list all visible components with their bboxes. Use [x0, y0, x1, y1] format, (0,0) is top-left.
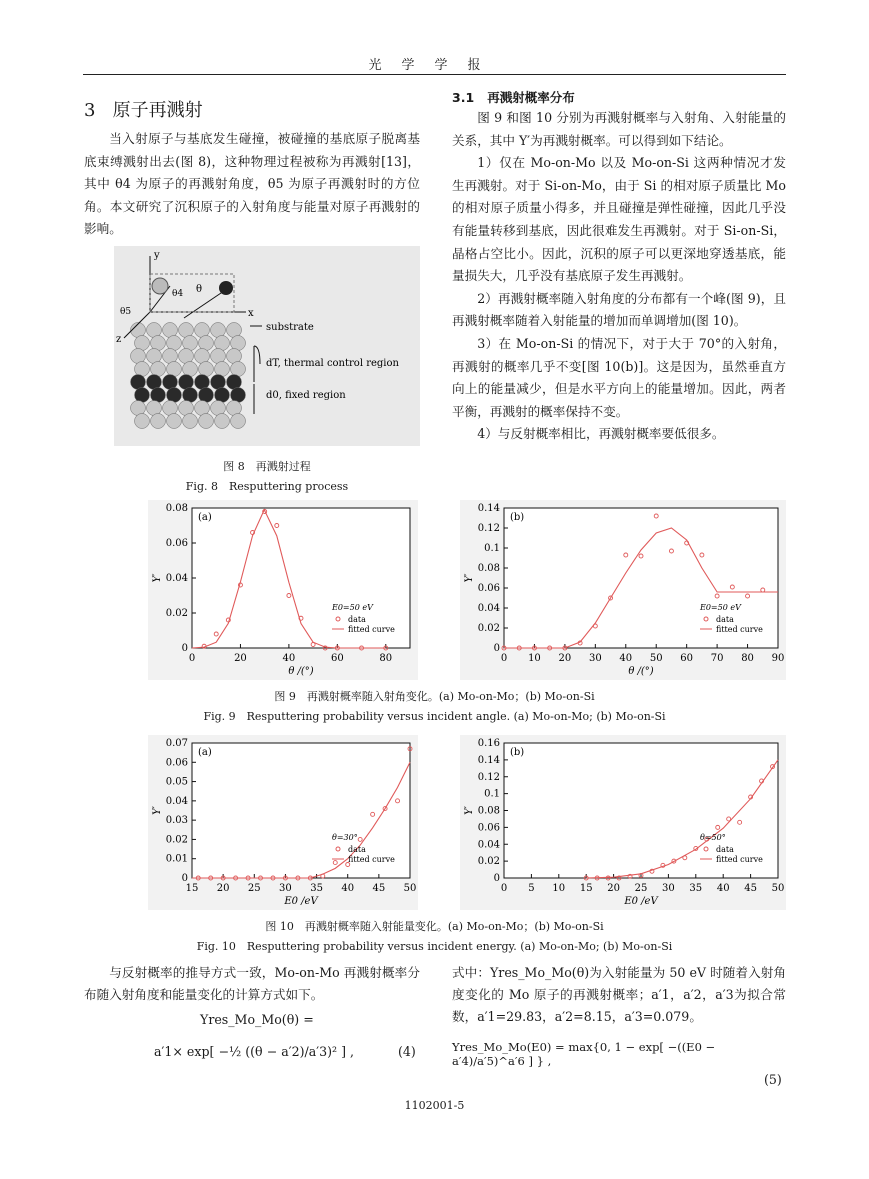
y-tick-label: 0.02: [477, 856, 500, 868]
lattice-atom: [131, 349, 146, 364]
legend-data-label: data: [716, 615, 734, 624]
legend-data-label: data: [716, 845, 734, 854]
lattice-atom: [179, 323, 194, 338]
panel-label: (a): [198, 512, 212, 523]
y-tick-label: 0.04: [165, 795, 188, 807]
fig9a-panel: [148, 500, 418, 680]
legend-fit-label: fitted curve: [348, 855, 395, 864]
lattice-atom: [131, 323, 146, 338]
lattice-atom: [183, 336, 198, 351]
y-tick-label: 0: [493, 873, 500, 884]
right-paragraph-5: 4）与反射概率相比，再溅射概率要低很多。: [477, 426, 725, 442]
x-tick-label: 30: [279, 883, 292, 894]
lattice-atom: [183, 362, 198, 377]
eq4-number: (4): [398, 1044, 416, 1059]
lattice-atom: [183, 414, 198, 429]
x-tick-label: 80: [379, 653, 393, 664]
y-tick-label: 0.12: [477, 771, 500, 783]
subsection-number: 3.1: [452, 90, 475, 105]
x-tick-label: 30: [662, 883, 675, 894]
substrate-label: substrate: [266, 322, 314, 333]
x-tick-label: 80: [741, 653, 754, 664]
y-tick-label: 0.06: [477, 583, 500, 594]
lattice-atom: [131, 375, 146, 390]
x-tick-label: 30: [588, 653, 602, 664]
x-tick-label: 20: [234, 653, 247, 664]
lattice-atom: [147, 401, 162, 416]
incident-atom: [219, 281, 233, 295]
x-tick-label: 60: [330, 653, 344, 664]
y-tick-label: 0.06: [477, 822, 500, 834]
x-axis-label: θ /(°): [628, 666, 654, 677]
lattice-atom: [215, 388, 230, 403]
lattice-atom: [199, 388, 214, 403]
y-tick-label: 0.06: [165, 757, 188, 769]
y-tick-label: 0.06: [165, 538, 188, 549]
right-paragraph-1: 图 9 和图 10 分别为再溅射概率与入射角、入射能量的关系，其中 Y′为再溅射概率。可以得到如下结论。: [452, 110, 786, 148]
y-tick-label: 0: [181, 643, 188, 654]
y-tick-label: 0.1: [484, 788, 500, 800]
lattice-atom: [231, 414, 246, 429]
section-number: 3: [84, 100, 96, 121]
x-tick-label: 20: [216, 883, 230, 894]
right-column-text: [452, 107, 786, 446]
fig9a-chart: [148, 500, 418, 680]
panel-label: (a): [198, 747, 212, 758]
lattice-atom: [151, 388, 166, 403]
lattice-atom: [231, 362, 246, 377]
lattice-atom: [179, 375, 194, 390]
atom-lattice: [131, 323, 246, 429]
lattice-atom: [211, 349, 226, 364]
lattice-atom: [215, 336, 230, 351]
theta-label: θ: [196, 284, 203, 295]
lattice-atom: [211, 375, 226, 390]
x-tick-label: 40: [716, 883, 730, 894]
x-tick-label: 40: [282, 653, 296, 664]
x-tick-label: 15: [185, 883, 199, 894]
lattice-atom: [147, 349, 162, 364]
x-tick-label: 35: [689, 883, 703, 894]
lattice-atom: [135, 414, 150, 429]
x-tick-label: 40: [341, 883, 355, 894]
lattice-atom: [167, 388, 182, 403]
y-tick-label: 0.08: [165, 503, 188, 514]
eq4-lhs: Yres_Mo_Mo(θ) =: [200, 1012, 314, 1027]
legend-data-label: data: [348, 845, 366, 854]
lattice-atom: [183, 388, 198, 403]
y-label: y: [154, 250, 160, 261]
x-tick-label: 60: [680, 653, 694, 664]
y-tick-label: 0.04: [165, 573, 188, 584]
lattice-atom: [231, 336, 246, 351]
y-tick-label: 0.14: [477, 503, 500, 514]
right-paragraph-3: 2）再溅射概率随入射角度的分布都有一个峰(图 9)，且再溅射概率随着入射能量的增加而单调增加(图 10)。: [452, 290, 786, 329]
lattice-atom: [195, 349, 210, 364]
fig8-caption-cn: 图 8 再溅射过程: [223, 460, 311, 473]
resputtered-atom: [152, 278, 168, 294]
bottom-left-paragraph: 与反射概率的推导方式一致，Mo-on-Mo 再溅射概率分布随入射角度和能量变化的计算方式如下。: [84, 965, 420, 1002]
x-tick-label: 10: [528, 653, 541, 664]
y-tick-label: 0.02: [477, 623, 500, 634]
legend-fit-label: fitted curve: [348, 625, 395, 634]
lattice-atom: [199, 362, 214, 377]
x-tick-label: 20: [558, 653, 572, 664]
lattice-atom: [227, 401, 242, 416]
y-tick-label: 0.04: [477, 839, 500, 851]
y-axis-label: Y′: [152, 573, 163, 583]
fig10b-chart: [460, 735, 786, 910]
x-axis-label: E0 /eV: [624, 896, 658, 907]
lattice-atom: [135, 388, 150, 403]
y-tick-label: 0: [181, 873, 188, 884]
eq4-rhs: a′1× exp[ −½ ((θ − a′2)/a′3)² ] ,: [154, 1044, 354, 1059]
y-axis-label: Y′: [464, 573, 475, 583]
y-tick-label: 0.08: [477, 805, 500, 817]
x-tick-label: 0: [500, 883, 508, 894]
section-heading: [84, 96, 203, 122]
lattice-atom: [215, 414, 230, 429]
y-tick-label: 0.1: [484, 543, 500, 554]
lattice-atom: [167, 414, 182, 429]
lattice-atom: [151, 362, 166, 377]
lattice-atom: [135, 336, 150, 351]
lattice-atom: [131, 401, 146, 416]
theta5-label: θ5: [120, 307, 132, 317]
lattice-atom: [195, 401, 210, 416]
x-axis-label: E0 /eV: [284, 896, 318, 907]
x-tick-label: 15: [579, 883, 593, 894]
header-rule: [83, 74, 786, 75]
fig10-caption-en: Fig. 10 Resputtering probability versus incident energy. (a) Mo-on-Mo; (b) Mo-on-Si: [196, 940, 673, 953]
legend-data-label: data: [348, 615, 366, 624]
x-tick-label: 0: [188, 653, 196, 664]
y-tick-label: 0.03: [165, 815, 188, 827]
y-tick-label: 0.16: [477, 738, 500, 749]
eq5-number: (5): [764, 1072, 782, 1087]
right-paragraph-2: 1）仅在 Mo-on-Mo 以及 Mo-on-Si 这两种情况才发生再溅射。对于 Si-on-Mo，由于 Si 的相对原子质量比 Mo 的相对原子质量小得多，并且碰撞是弹性碰撞，因此几乎没有能量转移到基底，因此很难发生再溅射。对于 Si-on-Si，晶格占空比小。因此，沉积的原子可以更深地穿透基底，能量损失大，几乎没有基底原子发生再溅射。: [452, 155, 786, 284]
eq5: Yres_Mo_Mo(E0) = max{0, 1 − exp[ −((E0 − a′4)/a′5)^a′6 ] } ,: [452, 1040, 716, 1068]
lattice-atom: [211, 401, 226, 416]
lattice-atom: [167, 336, 182, 351]
lattice-atom: [199, 414, 214, 429]
lattice-atom: [147, 375, 162, 390]
x-axis-label: θ /(°): [288, 666, 314, 677]
figure-8: [114, 246, 420, 446]
x-tick-label: 70: [710, 653, 724, 664]
fig10a-chart: [148, 735, 418, 910]
lattice-atom: [227, 323, 242, 338]
lattice-atom: [163, 323, 178, 338]
fig9-caption-en: Fig. 9 Resputtering probability versus incident angle. (a) Mo-on-Mo; (b) Mo-on-Si: [203, 710, 666, 723]
bottom-right-paragraph: 式中：Yres_Mo_Mo(θ)为入射能量为 50 eV 时随着入射角度变化的 Mo 原子的再溅射概率；a′1，a′2，a′3为拟合常数，a′1=29.83，a′2=8.15，a′3=0.079。: [452, 965, 786, 1024]
left-paragraph: 当入射原子与基底发生碰撞，被碰撞的基底原子脱离基底束缚溅射出去(图 8)，这种物理过程被称为再溅射[13]，其中 θ4 为原子的再溅射角度，θ5 为原子再溅射时的方位角。本文研究了沉积原子的入射角度与能量对原子再溅射的影响。: [84, 131, 420, 237]
lattice-atom: [147, 323, 162, 338]
fig10a-panel: [148, 735, 418, 910]
lattice-atom: [227, 375, 242, 390]
y-tick-label: 0.01: [165, 853, 188, 865]
y-tick-label: 0.02: [165, 608, 188, 619]
y-axis-label: Y′: [464, 806, 475, 815]
section-title: 原子再溅射: [112, 100, 203, 121]
x-tick-label: 45: [372, 883, 386, 894]
lattice-atom: [215, 362, 230, 377]
lattice-atom: [199, 336, 214, 351]
y-tick-label: 0.14: [477, 754, 500, 766]
lattice-atom: [163, 401, 178, 416]
x-label: x: [248, 308, 254, 319]
fig10-caption-cn: 图 10 再溅射概率随入射能量变化。(a) Mo-on-Mo；(b) Mo-on-Si: [265, 920, 604, 933]
y-tick-label: 0.02: [165, 834, 188, 846]
x-tick-label: 5: [528, 883, 535, 894]
lattice-atom: [163, 349, 178, 364]
lattice-atom: [163, 375, 178, 390]
resputtering-diagram: [114, 246, 420, 446]
page-number: 1102001-5: [404, 1099, 465, 1112]
legend-title: E0=50 eV: [700, 603, 741, 612]
fixed-label: d0, fixed region: [266, 390, 346, 401]
lattice-atom: [195, 323, 210, 338]
x-tick-label: 45: [744, 883, 757, 894]
fig9-caption-cn: 图 9 再溅射概率随入射角变化。(a) Mo-on-Mo；(b) Mo-on-Si: [274, 690, 595, 703]
z-label: z: [116, 334, 122, 345]
lattice-atom: [227, 349, 242, 364]
panel-label: (b): [510, 512, 525, 523]
running-header: 光学学报: [368, 58, 501, 73]
right-paragraph-4: 3）在 Mo-on-Si 的情况下，对于大于 70°的入射角，再溅射的概率几乎不变[图 10(b)]。这是因为，虽然垂直方向上的能量减少，但是水平方向上的能量增加。因此，两者平衡，再溅射的概率保持不变。: [452, 335, 786, 419]
x-tick-label: 25: [247, 883, 261, 894]
legend-fit-label: fitted curve: [716, 855, 763, 864]
fig9b-chart: [460, 500, 786, 680]
legend-fit-label: fitted curve: [716, 625, 763, 634]
lattice-atom: [179, 349, 194, 364]
fig8-caption-en: Fig. 8 Resputtering process: [185, 480, 349, 493]
y-tick-label: 0: [493, 643, 500, 654]
x-tick-label: 90: [771, 653, 785, 664]
y-tick-label: 0.07: [165, 738, 188, 749]
y-tick-label: 0.04: [477, 603, 500, 614]
lattice-atom: [211, 323, 226, 338]
lattice-atom: [151, 414, 166, 429]
panel-label: (b): [510, 747, 525, 758]
fig9b-panel: [460, 500, 786, 680]
x-tick-label: 10: [552, 883, 566, 894]
lattice-atom: [231, 388, 246, 403]
x-tick-label: 40: [619, 653, 633, 664]
subsection-heading: [452, 88, 575, 106]
theta4-label: θ4: [172, 289, 184, 299]
x-tick-label: 35: [310, 883, 323, 894]
x-tick-label: 0: [500, 653, 508, 664]
x-tick-label: 50: [649, 653, 663, 664]
x-tick-label: 50: [403, 883, 417, 894]
y-axis-label: Y′: [152, 806, 163, 815]
lattice-atom: [135, 362, 150, 377]
subsection-title: 再溅射概率分布: [487, 90, 575, 105]
incident-arrow: [184, 291, 224, 318]
thermal-label: dT, thermal control region: [266, 358, 399, 369]
thermal-brace: [254, 346, 260, 382]
legend-title: θ=50°: [700, 833, 726, 842]
lattice-atom: [167, 362, 182, 377]
legend-title: θ=30°: [332, 833, 358, 842]
y-tick-label: 0.05: [165, 776, 188, 788]
y-tick-label: 0.08: [477, 563, 500, 574]
x-tick-label: 20: [607, 883, 620, 894]
fig10b-panel: [460, 735, 786, 910]
x-tick-label: 25: [634, 883, 648, 894]
lattice-atom: [151, 336, 166, 351]
legend-title: E0=50 eV: [332, 603, 373, 612]
lattice-atom: [179, 401, 194, 416]
lattice-atom: [195, 375, 210, 390]
x-tick-label: 50: [771, 883, 785, 894]
y-tick-label: 0.12: [477, 523, 500, 534]
